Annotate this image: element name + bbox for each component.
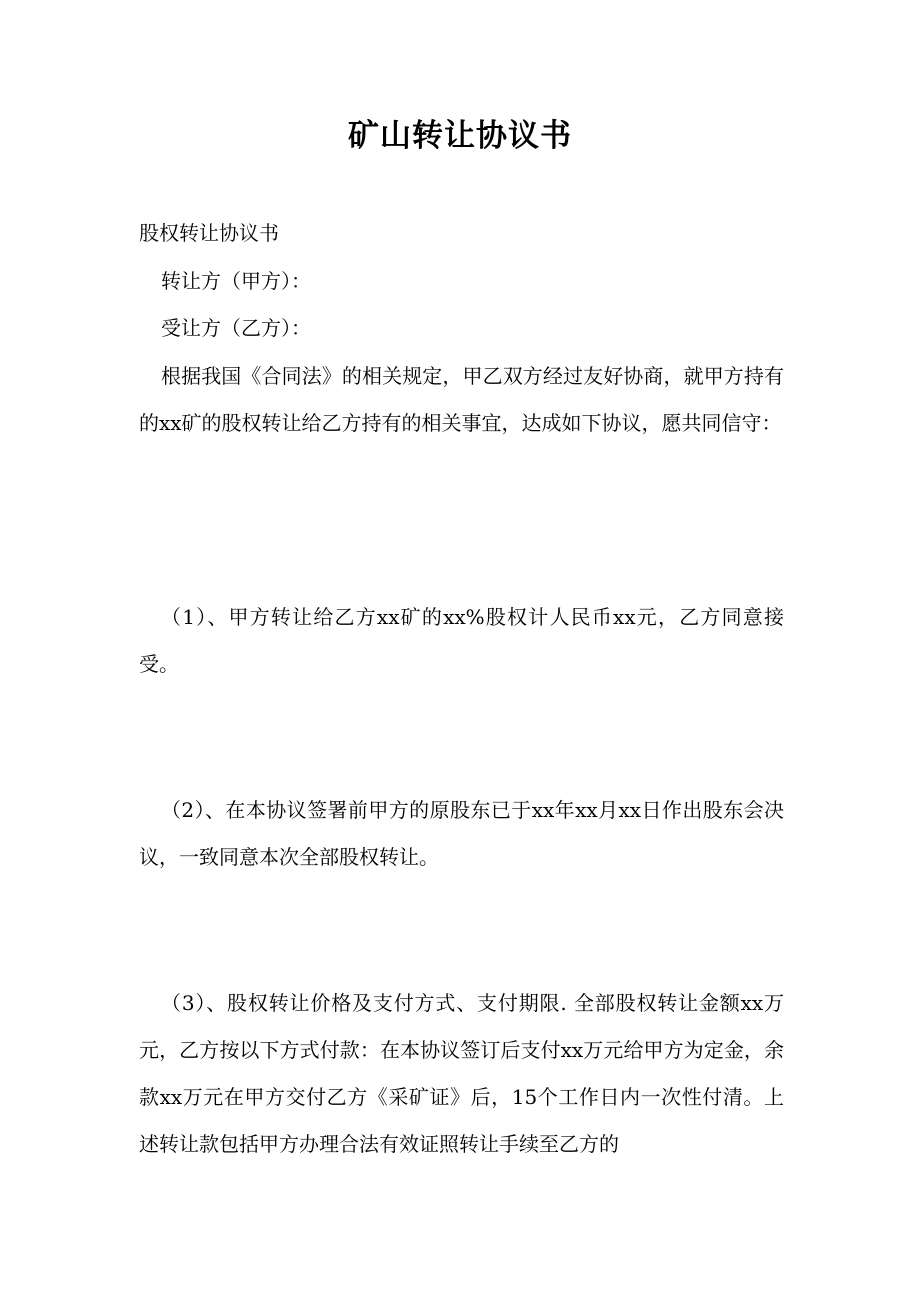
transferor-line: 转让方（甲方）： [161, 269, 311, 293]
clause-3: （3）、股权转让价格及支付方式、支付期限. 全部股权转让金额xx万元，乙方按以下方式付款：在本协议签订后支付xx万元给甲方为定金，余款xx万元在甲方交付乙方《采矿证》后，15个工作日内一次性付清。上述转让款包括甲方办理合法有效证照转让手续至乙方的 [139, 991, 784, 1156]
clause-2: （2）、在本协议签署前甲方的原股东已于xx年xx月xx日作出股东会决议，一致同意本次全部股权转让。 [139, 798, 784, 869]
transferee-line: 受让方（乙方）： [161, 316, 311, 340]
clause-1: （1）、甲方转让给乙方xx矿的xx%股权计人民币xx元，乙方同意接受。 [139, 605, 784, 676]
document-title: 矿山转让协议书 [348, 118, 572, 154]
intro-paragraph: 根据我国《合同法》的相关规定，甲乙双方经过友好协商，就甲方持有的xx矿的股权转让给乙方持有的相关事宜，达成如下协议，愿共同信守： [139, 364, 784, 435]
document-subtitle: 股权转让协议书 [139, 221, 279, 245]
